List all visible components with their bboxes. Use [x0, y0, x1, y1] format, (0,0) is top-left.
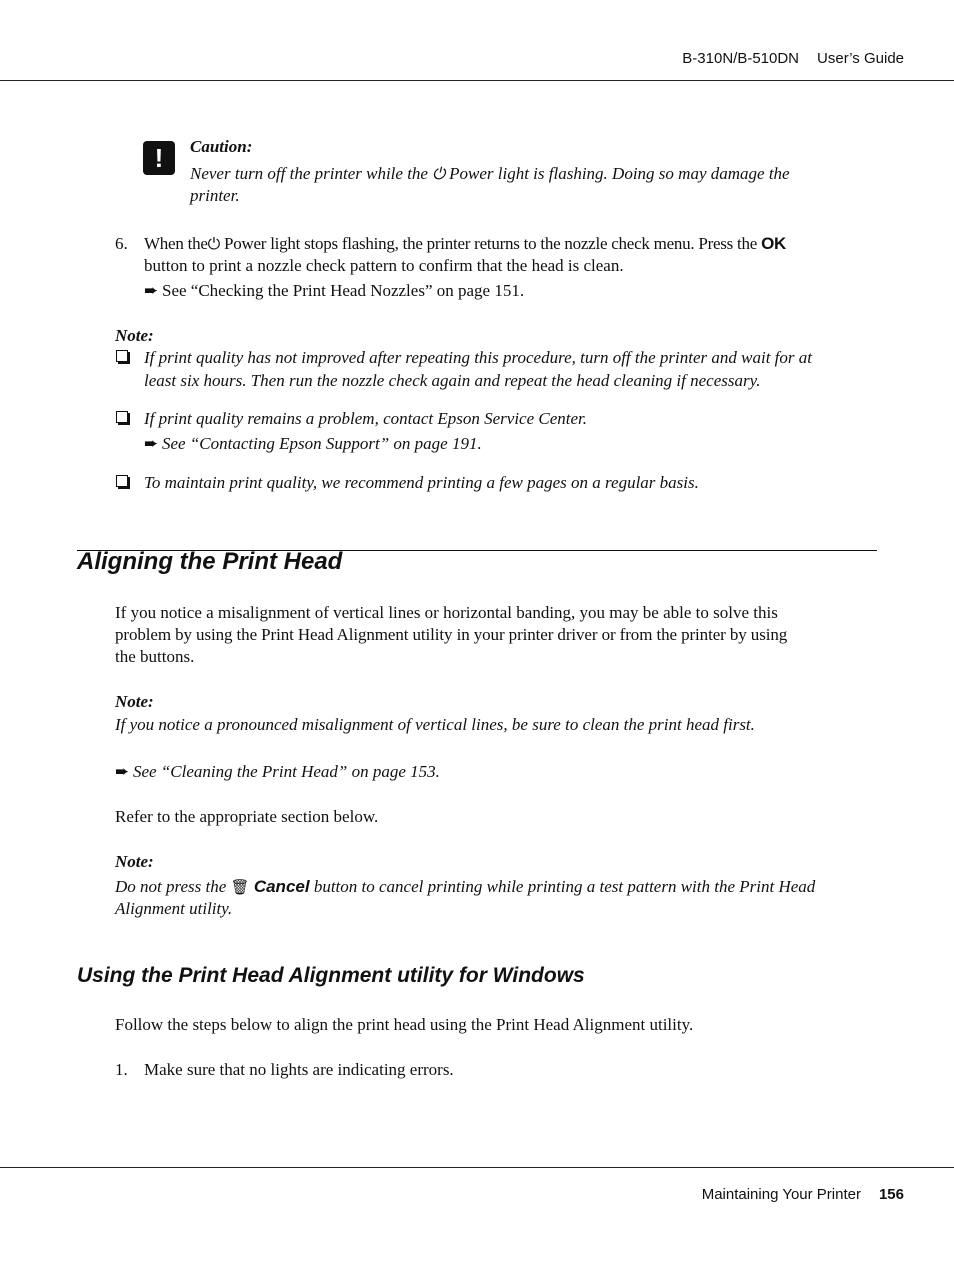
align-note-title: Note: — [115, 692, 154, 711]
section-heading: Aligning the Print Head — [77, 548, 343, 575]
step6-text-mid: Power light stops flashing, the printer returns to the nozzle check menu. Press the — [220, 234, 758, 253]
caution-text — [190, 163, 790, 185]
note1-item1-line2: least six hours. Then run the nozzle check again and repeat the head cleaning if necessary. — [144, 371, 761, 390]
checkbox-bullet-icon — [116, 350, 128, 368]
align-para-line1: If you notice a misalignment of vertical lines or horizontal banding, you may be able to solve this — [115, 603, 778, 622]
step6-text-line2: button to print a nozzle check pattern to confirm that the head is clean. — [144, 256, 624, 275]
caution-text-after: Power light is flashing. Doing so may damage the — [444, 164, 790, 183]
align-para-line2: problem by using the Print Head Alignment utility in your printer driver or from the printer by using — [115, 625, 788, 644]
arrow-right-icon: ➨ — [144, 434, 159, 453]
note1-item2-ref — [144, 433, 482, 455]
cancel-button-label: Cancel — [253, 877, 310, 896]
arrow-right-icon: ➨ — [115, 762, 130, 781]
page-footer — [702, 1186, 904, 1203]
header-rule — [0, 80, 954, 81]
page-number: 156 — [878, 1186, 904, 1203]
ok-button-label: OK — [761, 234, 787, 253]
align-note2-title: Note: — [115, 852, 154, 871]
step6-text-before: When the — [144, 234, 208, 253]
note1-item3-line1: To maintain print quality, we recommend printing a few pages on a regular basis. — [144, 473, 699, 492]
align-note2-line2: Alignment utility. — [115, 899, 233, 918]
checkbox-bullet-icon — [116, 475, 128, 493]
step6-text — [144, 233, 786, 255]
step6-number: 6. — [115, 234, 128, 253]
align-para-line3: the buttons. — [115, 647, 195, 666]
power-icon: ⏻ — [207, 234, 221, 253]
power-icon: ⏻ — [432, 164, 445, 183]
windows-step1-number: 1. — [115, 1060, 128, 1079]
page-header — [682, 50, 904, 67]
trash-icon: 🗑 — [230, 879, 250, 896]
subsection-heading: Using the Print Head Alignment utility for Windows — [77, 964, 585, 987]
arrow-right-icon: ➨ — [144, 281, 159, 300]
align-refer-text: Refer to the appropriate section below. — [115, 807, 379, 826]
align-note-text: If you notice a pronounced misalignment of vertical lines, be sure to clean the print head first. — [115, 715, 755, 734]
note1-item2-line1: If print quality remains a problem, contact Epson Service Center. — [144, 409, 588, 428]
caution-text-line2: printer. — [190, 186, 240, 205]
step6-ref — [144, 280, 524, 302]
caution-icon: ! — [143, 141, 175, 175]
checkbox-bullet-icon — [116, 411, 128, 429]
caution-title: Caution: — [190, 137, 253, 156]
align-note2-text — [115, 876, 815, 899]
footer-chapter: Maintaining Your Printer — [701, 1186, 861, 1203]
footer-rule — [0, 1167, 954, 1168]
note1-item1-line1: If print quality has not improved after repeating this procedure, turn off the printer and wait for at — [144, 348, 812, 367]
align-ref-link[interactable]: See “Cleaning the Print Head” on page 153. — [133, 762, 440, 781]
windows-para: Follow the steps below to align the print head using the Print Head Alignment utility. — [115, 1015, 694, 1034]
note1-title: Note: — [115, 326, 154, 345]
step6-ref-link[interactable]: See “Checking the Print Head Nozzles” on page 151. — [162, 281, 525, 300]
header-guide: User’s Guide — [817, 50, 904, 67]
header-model: B-310N/B-510DN — [682, 50, 800, 67]
align-note2-after: button to cancel printing while printing a test pattern with the Print Head — [309, 877, 816, 896]
align-note2-before: Do not press the — [115, 877, 227, 896]
windows-step1-text: Make sure that no lights are indicating errors. — [144, 1060, 454, 1079]
align-ref — [115, 761, 440, 783]
note1-item2-ref-link[interactable]: See “Contacting Epson Support” on page 191. — [162, 434, 482, 453]
caution-text-before: Never turn off the printer while the — [190, 164, 428, 183]
